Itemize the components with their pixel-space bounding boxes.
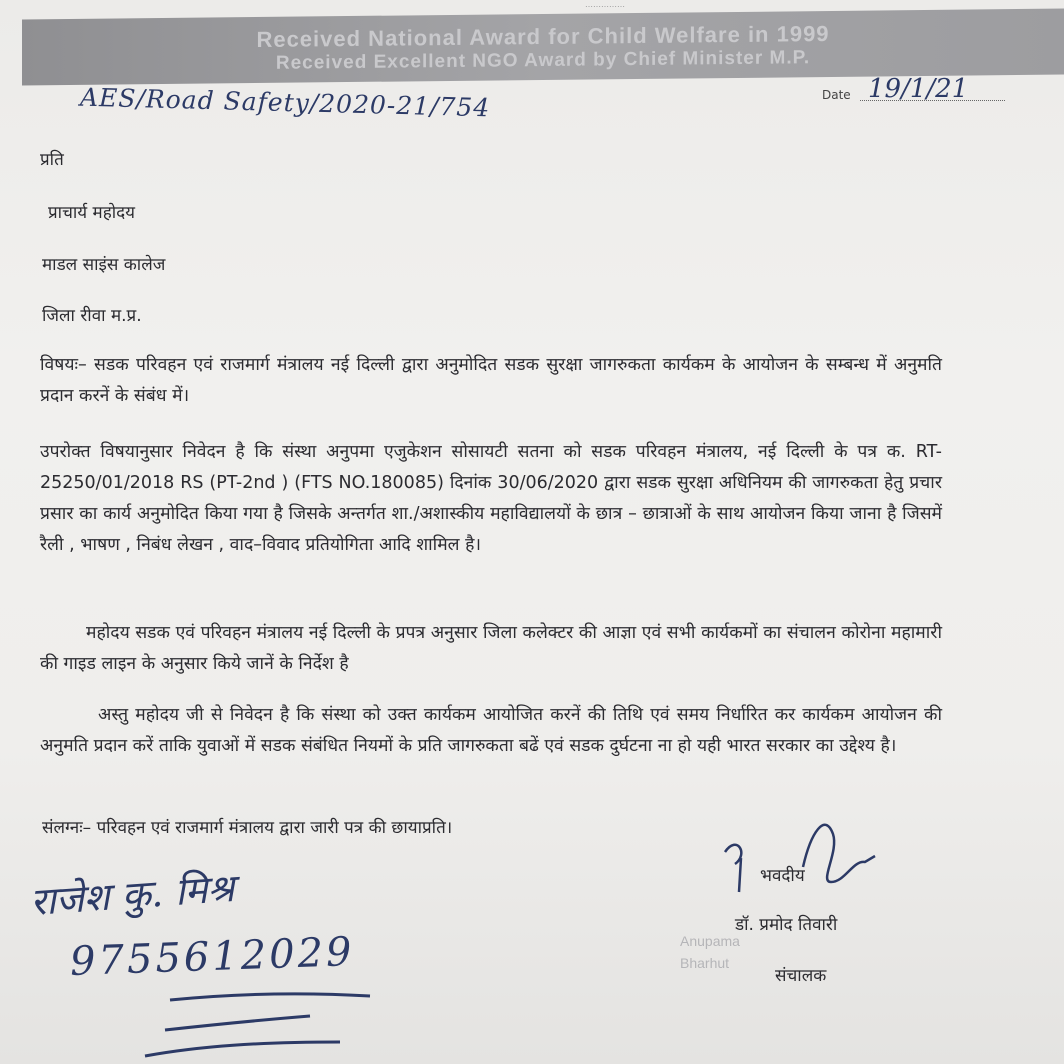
signatory-title: संचालक <box>775 966 827 986</box>
recipient-line-1: प्राचार्य महोदय <box>48 203 136 223</box>
body-paragraph-1: उपरोक्त विषयानुसार निवेदन है कि संस्था अनुपमा एजुकेशन सोसायटी सतना को सडक परिवहन मंत्रालय, नई दिल्ली के पत्र क. RT-25250/01/2018 RS (PT-2nd ) (FTS NO.180085) दिनांक 30/06/2020 द्वारा सडक सुरक्षा अधिनियम की जागरुकता हेतु प्रचार प्रसार का कार्य अनुमोदित किया गया है जिसके अन्तर्गत शा./अशास्कीय महाविद्यालयों के छात्र – छात्राओं के साथ आयोजन किया जाना है जिसमें रैली , भाषण , निबंध लेखन , वाद–विवाद प्रतियोगिता आदि शामिल है। <box>40 442 942 555</box>
reference-number: AES/Road Safety/2020-21/754 <box>79 82 491 123</box>
body-paragraph-2: महोदय सडक एवं परिवहन मंत्रालय नई दिल्ली के प्रपत्र अनुसार जिला कलेक्टर की आज्ञा एवं सभी कार्यकमों का संचालन कोरोना महामारी की गाइड लाइन के अनुसार किये जानें के निर्देश है <box>40 623 942 674</box>
stamp-line-2: Bharhut <box>680 955 730 971</box>
handwritten-name: राजेश कु. मिश्र <box>28 865 236 925</box>
enclosure: संलग्नः– परिवहन एवं राजमार्ग मंत्रालय द्वारा जारी पत्र की छायाप्रति। <box>42 818 453 838</box>
faint-stamp <box>680 930 740 974</box>
award-line-1: Received National Award for Child Welfare in 1999 <box>256 20 830 53</box>
signature-scribble <box>715 812 885 902</box>
body-paragraph-3: अस्तु महोदय जी से निवेदन है कि संस्था को उक्त कार्यकम आयोजित करनें की तिथि एवं समय निर्धारित कर कार्यकम आयोजन की अनुमति प्रदान करें ताकि युवाओं में सडक संबंधित नियमों के प्रति जागरुकता बढें एवं सडक दुर्घटना ना हो यही भारत सरकार का उद्देश्य है। <box>40 705 942 756</box>
handwritten-phone: 9755612029 <box>69 929 356 985</box>
handwritten-underline <box>140 990 380 1060</box>
header-fine-print: …………… <box>585 0 625 9</box>
salutation-to: प्रति <box>40 150 64 170</box>
stamp-line-1: Anupama <box>680 933 740 949</box>
recipient-line-2: माडल साइंस कालेज <box>42 255 166 275</box>
date-value: 19/1/21 <box>868 74 969 104</box>
closing: भवदीय <box>760 866 805 886</box>
recipient-line-3: जिला रीवा म.प्र. <box>42 306 142 326</box>
signatory-name: डॉ. प्रमोद तिवारी <box>735 915 838 935</box>
award-line-2: Received Excellent NGO Award by Chief Minister M.P. <box>275 47 811 74</box>
subject: विषयः– सडक परिवहन एवं राजमार्ग मंत्रालय नई दिल्ली द्वारा अनुमोदित सडक सुरक्षा जागरुकता कार्यकम के आयोजन के सम्बन्ध में अनुमति प्रदान करनें के संबंध में। <box>40 355 942 406</box>
date-label: Date <box>822 88 851 102</box>
